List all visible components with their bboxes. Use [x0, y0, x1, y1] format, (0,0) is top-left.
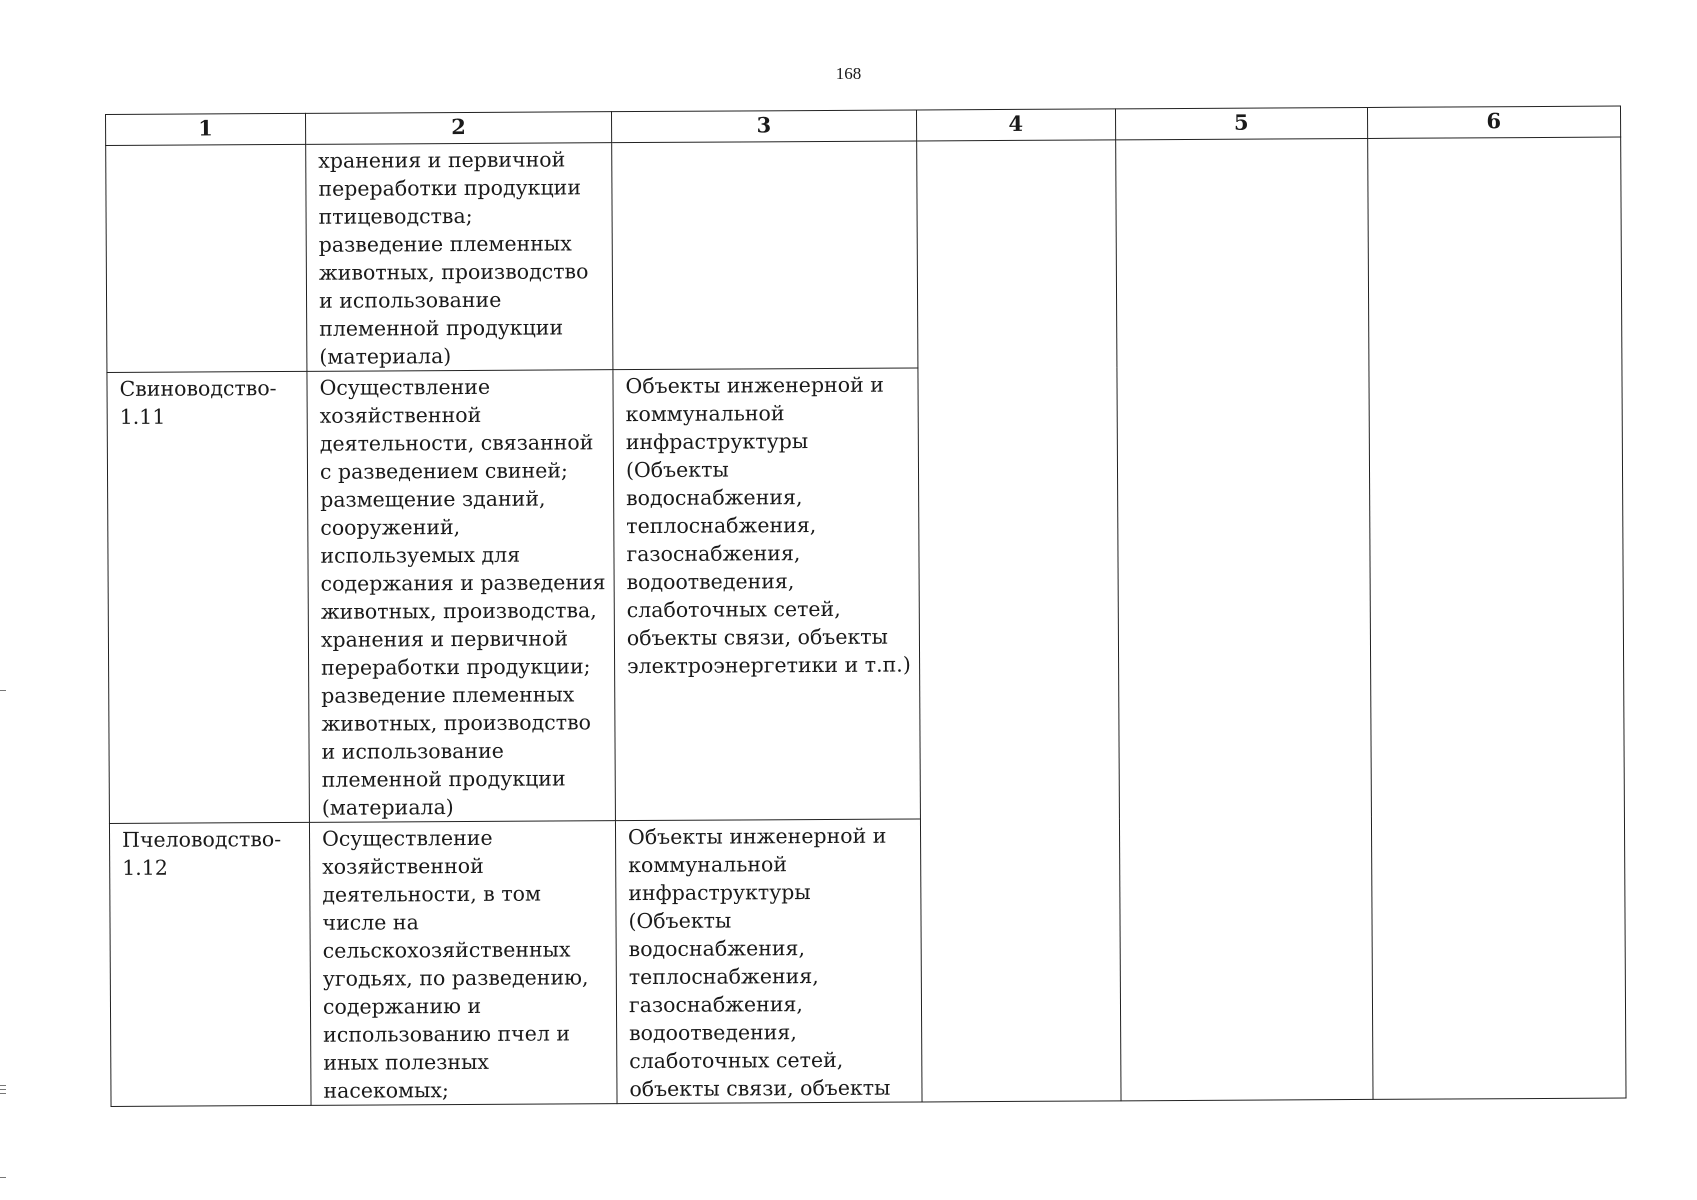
text-line: Осуществление	[319, 374, 491, 400]
row0-col2-cell	[306, 143, 613, 372]
text-line: использованию пчел и	[323, 1021, 571, 1047]
text-line: хозяйственной	[322, 853, 484, 879]
text-line: и использование	[318, 287, 502, 313]
page-number: 168	[835, 64, 862, 83]
text-line: деятельности, в том	[322, 881, 541, 907]
text-line: сельскохозяйственных	[322, 937, 571, 963]
text-line: коммунальной	[625, 401, 785, 427]
text-line: иных полезных	[323, 1049, 489, 1075]
text-line: переработки продукции	[318, 175, 582, 201]
text-line: разведение племенных	[318, 231, 572, 257]
text-line: числе на	[322, 910, 419, 935]
text-line: коммунальной	[628, 852, 788, 878]
text-line: хранения и первичной	[320, 626, 569, 652]
text-line: (Объекты	[628, 908, 732, 934]
text-line: сооружений,	[320, 515, 461, 540]
row0-col3-cell	[612, 141, 918, 370]
text-line: животных, производства,	[320, 598, 597, 624]
row1-col1-cell	[107, 371, 310, 823]
text-line: переработки продукции;	[321, 654, 591, 680]
text-line: слаботочных сетей,	[626, 596, 841, 623]
document-table	[105, 106, 1626, 1107]
text-line: объекты связи, объекты	[626, 624, 888, 651]
activity-code: 1.11	[119, 404, 166, 429]
scan-margin-mark	[0, 1177, 6, 1178]
scan-margin-mark	[0, 1089, 6, 1090]
text-line: (материала)	[319, 344, 452, 369]
text-line: племенной продукции	[319, 315, 564, 341]
text-line: инфраструктуры	[625, 429, 809, 455]
text-line: хозяйственной	[319, 402, 482, 428]
row2-col2-cell	[309, 821, 617, 1106]
column-header-5: 5	[1115, 107, 1367, 139]
column-header-6: 6	[1367, 106, 1620, 138]
text-line: объекты связи, объекты	[629, 1075, 891, 1102]
text-line: газоснабжения,	[626, 541, 801, 567]
column-6-empty-cell	[1367, 137, 1625, 1099]
text-line: содержания и разведения	[320, 570, 606, 596]
scan-margin-mark	[0, 690, 6, 691]
text-line: водоснабжения,	[628, 936, 806, 962]
text-line: угодьях, по разведению,	[322, 965, 589, 991]
text-line: племенной продукции	[321, 766, 566, 792]
column-header-3: 3	[611, 110, 916, 143]
text-line: используемых для	[320, 542, 521, 568]
column-header-1: 1	[106, 113, 306, 145]
activity-name: Пчеловодство-	[121, 827, 282, 852]
row2-col1-cell	[109, 822, 311, 1106]
activity-code: 1.12	[122, 855, 168, 880]
text-line: слаботочных сетей,	[629, 1047, 844, 1074]
row2-col3-cell	[615, 819, 921, 1104]
scan-margin-mark	[0, 1093, 6, 1094]
text-line: деятельности, связанной	[319, 430, 594, 456]
text-line: водоотведения,	[626, 569, 795, 595]
text-line: водоснабжения,	[626, 485, 803, 511]
text-line: (Объекты	[625, 457, 729, 483]
text-line: инфраструктуры	[628, 880, 811, 906]
text-line: разведение племенных	[321, 682, 575, 708]
text-line: и использование	[321, 738, 504, 764]
text-line: теплоснабжения,	[626, 513, 817, 539]
text-line: животных, производство	[321, 710, 591, 736]
column-header-4: 4	[916, 109, 1115, 141]
text-line: размещение зданий,	[320, 486, 546, 512]
text-line: Объекты инженерной и	[627, 823, 887, 850]
text-line: электроэнергетики и т.п.)	[626, 652, 911, 679]
text-line: Объекты инженерной и	[625, 372, 884, 399]
text-line: животных, производство	[318, 259, 589, 285]
table-row-poultry-continuation	[106, 137, 1622, 372]
text-line: с разведением свиней;	[319, 458, 568, 484]
row0-col1-cell	[106, 144, 307, 372]
text-line: хранения и первичной	[318, 147, 566, 173]
text-line: теплоснабжения,	[628, 964, 819, 990]
text-line: насекомых;	[323, 1078, 449, 1103]
row1-col2-cell	[307, 370, 615, 823]
column-4-empty-cell	[916, 140, 1120, 1102]
text-line: водоотведения,	[629, 1020, 797, 1046]
column-header-2: 2	[305, 112, 611, 145]
text-line: газоснабжения,	[628, 992, 803, 1018]
column-5-empty-cell	[1115, 138, 1372, 1100]
activity-name: Свиноводство-	[119, 376, 277, 401]
text-line: (материала)	[321, 795, 454, 820]
scan-margin-mark	[0, 1085, 6, 1086]
text-line: Осуществление	[321, 825, 493, 851]
row1-col3-cell	[613, 368, 920, 821]
text-line: птицеводства;	[318, 203, 473, 229]
text-line: содержанию и	[322, 993, 482, 1019]
